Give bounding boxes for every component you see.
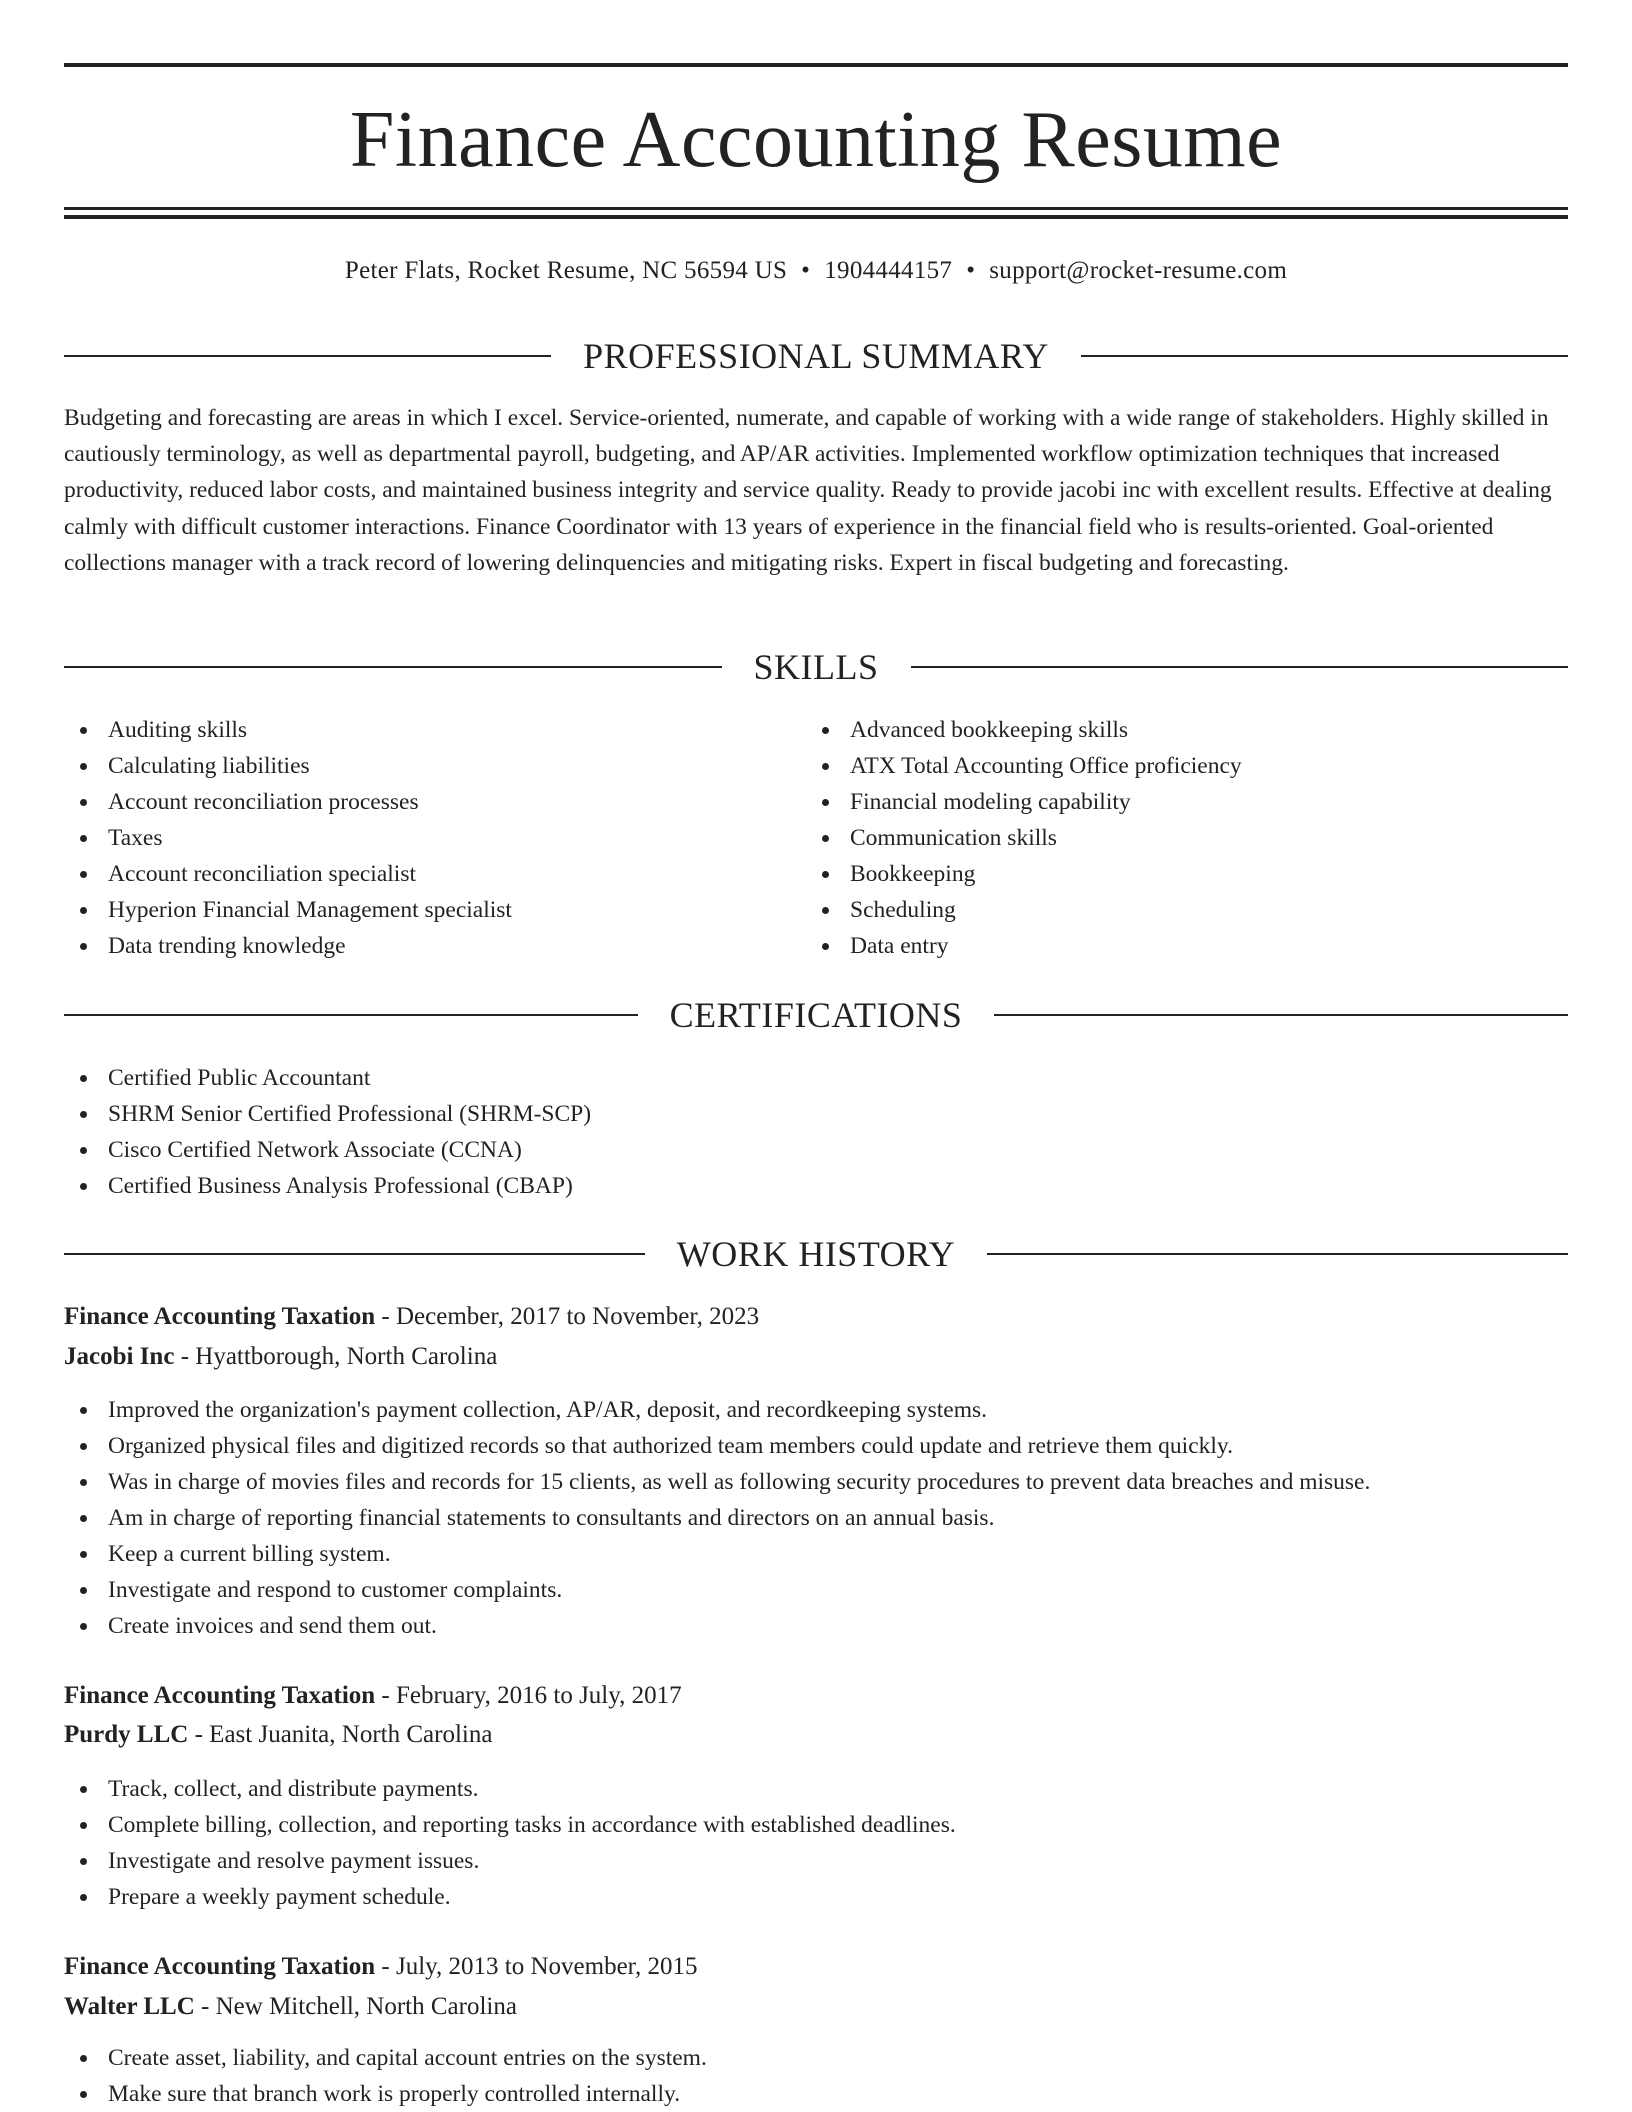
title-rule-lower (64, 215, 1568, 219)
job-company: Walter LLC (64, 1993, 195, 2020)
job-dates: - December, 2017 to November, 2023 (375, 1303, 760, 1330)
skill-item: Bookkeeping (806, 856, 1566, 892)
job-duty: Track, collect, and distribute payments. (64, 1771, 1568, 1807)
skills-heading-label: SKILLS (753, 647, 879, 687)
job-company-line (64, 1715, 1568, 1755)
job-company: Purdy LLC (64, 1721, 189, 1748)
job-duty: Keep a current billing system. (64, 1536, 1568, 1572)
summary-section-heading (64, 331, 1568, 381)
job-duties-list (64, 2040, 1568, 2112)
contact-address: Peter Flats, Rocket Resume, NC 56594 US (344, 257, 788, 284)
job-company: Jacobi Inc (64, 1343, 175, 1370)
job-company-line (64, 1987, 1568, 2027)
job-location: - East Juanita, North Carolina (188, 1721, 493, 1748)
skill-item: Advanced bookkeeping skills (806, 712, 1566, 748)
contact-email: support@rocket-resume.com (989, 257, 1288, 284)
skill-item: Scheduling (806, 892, 1566, 928)
heading-rule-left (64, 1014, 638, 1016)
work-heading-label: WORK HISTORY (676, 1234, 956, 1274)
skill-item: Account reconciliation processes (64, 784, 804, 820)
job-duty: Create asset, liability, and capital account entries on the system. (64, 2040, 1568, 2076)
job-duty: Make sure that branch work is properly controlled internally. (64, 2076, 1568, 2112)
skill-item: Taxes (64, 820, 804, 856)
skills-list-right (806, 712, 1566, 964)
contact-separator: • (801, 257, 811, 284)
skill-item: Financial modeling capability (806, 784, 1566, 820)
summary-text: Budgeting and forecasting are areas in which I excel. Service-oriented, numerate, and capable of working with a wide range of stakeholders. Highly skilled in cautiously terminology, as well as departmental payroll, budgeting, and AP/AR activities. Implemented workflow optimization techniques that increased productivity, reduced labor costs, and maintained business integrity and service quality. Ready to provide jacobi inc with excellent results. Effective at dealing calmly with difficult customer interactions. Finance Coordinator with 13 years of experience in the financial field who is results-oriented. Goal-oriented collections manager with a track record of lowering delinquencies and mitigating risks. Expert in fiscal budgeting and forecasting. (64, 405, 1552, 576)
certification-item: Certified Business Analysis Professional (CBAP) (64, 1168, 1568, 1204)
job-duty: Am in charge of reporting financial statements to consultants and directors on an annual basis. (64, 1500, 1568, 1536)
job-company-line (64, 1337, 1568, 1377)
job-title-line (64, 1947, 1568, 1987)
job-title-line (64, 1676, 1568, 1716)
skill-item: Account reconciliation specialist (64, 856, 804, 892)
job-duty: Investigate and respond to customer complaints. (64, 1572, 1568, 1608)
job-duty: Prepare a weekly payment schedule. (64, 1879, 1568, 1915)
skill-item: Hyperion Financial Management specialist (64, 892, 804, 928)
skills-section-heading (64, 642, 1568, 692)
job-duty: Complete billing, collection, and reporting tasks in accordance with established deadlines. (64, 1807, 1568, 1843)
job-location: - New Mitchell, North Carolina (194, 1993, 517, 2020)
skill-item: Auditing skills (64, 712, 804, 748)
heading-rule-right (1081, 355, 1568, 357)
job-title: Finance Accounting Taxation (64, 1953, 376, 1980)
job-title: Finance Accounting Taxation (64, 1682, 376, 1709)
heading-rule-right (987, 1253, 1568, 1255)
job-title: Finance Accounting Taxation (64, 1303, 376, 1330)
job-duties-list (64, 1771, 1568, 1915)
job-location: - Hyattborough, North Carolina (174, 1343, 498, 1370)
contact-separator: • (966, 257, 976, 284)
certification-item: Certified Public Accountant (64, 1060, 1568, 1096)
certification-item: SHRM Senior Certified Professional (SHRM-SCP) (64, 1096, 1568, 1132)
title-rule-upper (64, 207, 1568, 210)
job-dates: - February, 2016 to July, 2017 (375, 1682, 682, 1709)
skills-list-left (64, 712, 804, 964)
job-duty: Was in charge of movies files and records for 15 clients, as well as following security procedures to prevent data breaches and misuse. (64, 1464, 1568, 1500)
skill-item: Calculating liabilities (64, 748, 804, 784)
resume-title: Finance Accounting Resume (349, 96, 1283, 184)
certifications-list (64, 1060, 1568, 1204)
heading-rule-right (911, 666, 1569, 668)
job-dates: - July, 2013 to November, 2015 (375, 1953, 698, 1980)
job-duty: Organized physical files and digitized records so that authorized team members could update and retrieve them quickly. (64, 1428, 1568, 1464)
job-duty: Investigate and resolve payment issues. (64, 1843, 1568, 1879)
heading-rule-right (994, 1014, 1568, 1016)
contact-phone: 1904444157 (824, 257, 953, 284)
skill-item: ATX Total Accounting Office proficiency (806, 748, 1566, 784)
skill-item: Communication skills (806, 820, 1566, 856)
job-duty: Create invoices and send them out. (64, 1608, 1568, 1644)
skill-item: Data trending knowledge (64, 928, 804, 964)
certifications-section-heading (64, 990, 1568, 1040)
certification-item: Cisco Certified Network Associate (CCNA) (64, 1132, 1568, 1168)
certifications-heading-label: CERTIFICATIONS (669, 995, 963, 1035)
contact-line (64, 254, 1568, 288)
summary-heading-label: PROFESSIONAL SUMMARY (583, 336, 1049, 376)
top-rule (64, 63, 1568, 67)
job-duty: Improved the organization's payment collection, AP/AR, deposit, and recordkeeping systems. (64, 1392, 1568, 1428)
skill-item: Data entry (806, 928, 1566, 964)
work-section-heading (64, 1229, 1568, 1279)
job-duties-list (64, 1392, 1568, 1644)
job-title-line (64, 1297, 1568, 1337)
heading-rule-left (64, 666, 722, 668)
heading-rule-left (64, 355, 551, 357)
heading-rule-left (64, 1253, 645, 1255)
